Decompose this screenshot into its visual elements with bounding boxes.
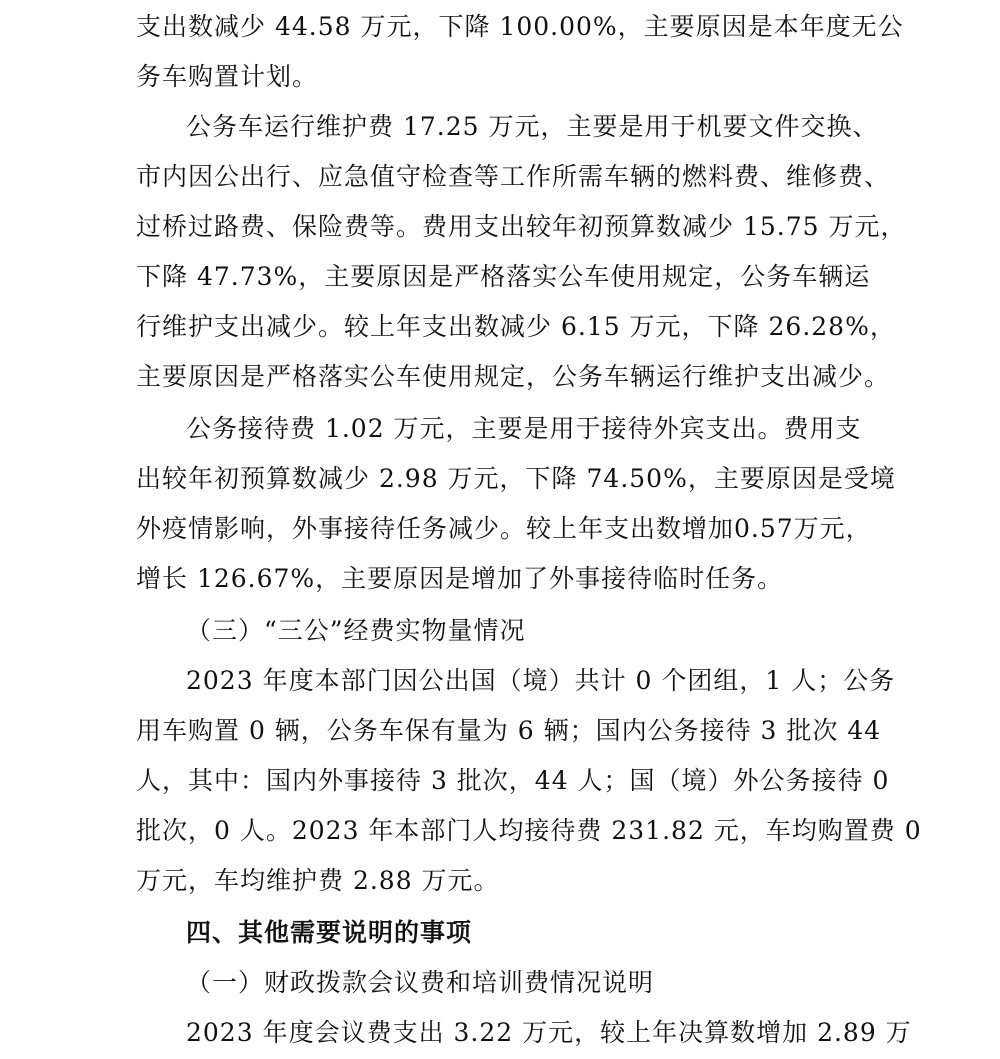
paragraph-line: 人，其中：国内外事接待 3 批次，44 人；国（境）外公务接待 0 [136,766,890,795]
section-heading: （三）“三公”经费实物量情况 [186,616,526,645]
paragraph-line: 公务车运行维护费 17.25 万元，主要是用于机要文件交换、 [186,112,879,141]
paragraph-line: 批次，0 人。2023 年本部门人均接待费 231.82 元，车均购置费 0 [136,816,922,845]
paragraph-line: 过桥过路费、保险费等。费用支出较年初预算数减少 15.75 万元， [136,212,907,241]
paragraph-line: 2023 年度本部门因公出国（境）共计 0 个团组，1 人；公务 [186,666,896,695]
paragraph-line: 下降 47.73%，主要原因是严格落实公车使用规定，公务车辆运 [136,262,871,291]
paragraph-line: 务车购置计划。 [136,62,319,91]
paragraph-line: 主要原因是严格落实公车使用规定，公务车辆运行维护支出减少。 [136,362,891,391]
paragraph-line: 增长 126.67%，主要原因是增加了外事接待临时任务。 [136,564,784,593]
paragraph-line: 支出数减少 44.58 万元，下降 100.00%，主要原因是本年度无公 [136,12,904,41]
paragraph-line: 市内因公出行、应急值守检查等工作所需车辆的燃料费、维修费、 [136,162,891,191]
paragraph-line: 公务接待费 1.02 万元，主要是用于接待外宾支出。费用支 [186,414,862,443]
paragraph-line: 万元，车均维护费 2.88 万元。 [136,866,500,895]
chapter-heading: 四、其他需要说明的事项 [186,918,473,947]
paragraph-line: 2023 年度会议费支出 3.22 万元，较上年决算数增加 2.89 万 [186,1018,912,1047]
paragraph-line: 行维护支出减少。较上年支出数减少 6.15 万元，下降 26.28%， [136,312,896,341]
paragraph-line: 出较年初预算数减少 2.98 万元，下降 74.50%，主要原因是受境 [136,464,896,493]
paragraph-line: 外疫情影响，外事接待任务减少。较上年支出数增加0.57万元， [136,514,872,543]
section-heading: （一）财政拨款会议费和培训费情况说明 [186,968,655,997]
paragraph-line: 用车购置 0 辆，公务车保有量为 6 辆；国内公务接待 3 批次 44 [136,716,882,745]
